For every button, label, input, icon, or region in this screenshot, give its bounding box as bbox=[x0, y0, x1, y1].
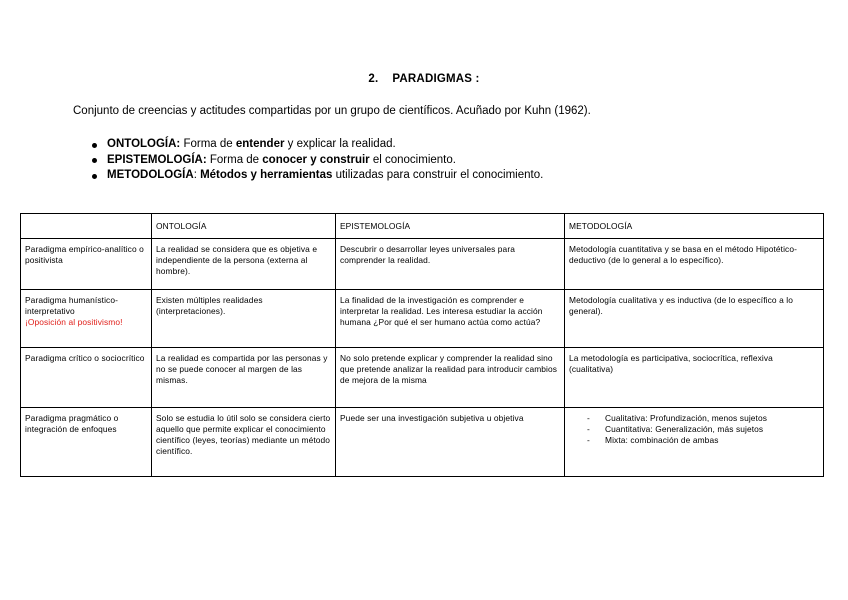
paradigm-cell bbox=[21, 348, 152, 408]
list-item bbox=[587, 435, 819, 446]
bullet-icon bbox=[92, 158, 97, 163]
methodology-cell: La metodología es participativa, sociocrítica, reflexiva (cualitativa) bbox=[565, 348, 824, 408]
epistemology-cell: No solo pretende explicar y comprender la realidad sino que pretende analizar la realidad para introducir cambios de mejora de la misma bbox=[336, 348, 565, 408]
paradigm-name: Paradigma pragmático o integración de enfoques bbox=[25, 413, 119, 434]
paradigm-note: ¡Oposición al positivismo! bbox=[25, 317, 123, 327]
table-header-row bbox=[21, 214, 824, 239]
paradigms-table bbox=[20, 213, 824, 477]
concept-emphasis: Métodos y herramientas bbox=[200, 169, 333, 181]
concept-term: ONTOLOGÍA: bbox=[107, 138, 181, 150]
paradigm-cell bbox=[21, 239, 152, 290]
epistemology-cell: Descubrir o desarrollar leyes universales para comprender la realidad. bbox=[336, 239, 565, 290]
ontology-cell: La realidad se considera que es objetiva e independiente de la persona (externa al hombre). bbox=[152, 239, 336, 290]
paradigm-name: Paradigma crítico o sociocrítico bbox=[25, 353, 145, 363]
header-cell-ontologia: ONTOLOGÍA bbox=[152, 214, 336, 239]
epistemology-cell: La finalidad de la investigación es comprender e interpretar la realidad. Les interesa estudiar la acción humana ¿Por qué el ser humano actúa como actúa? bbox=[336, 290, 565, 348]
section-number: 2. bbox=[368, 73, 379, 85]
paradigm-name: Paradigma humanístico-interpretativo bbox=[25, 295, 118, 316]
concept-term: METODOLOGÍA bbox=[107, 169, 194, 181]
methodology-cell: Metodología cualitativa y es inductiva (de lo específico a lo general). bbox=[565, 290, 824, 348]
list-item-text: Mixta: combinación de ambas bbox=[605, 435, 719, 445]
table-row bbox=[21, 348, 824, 408]
concept-item-ontologia bbox=[92, 137, 543, 153]
methodology-list bbox=[569, 413, 819, 446]
concept-list bbox=[92, 137, 543, 184]
paradigm-name: Paradigma empírico-analítico o positivista bbox=[25, 244, 144, 265]
concept-text: el conocimiento. bbox=[369, 153, 456, 166]
concept-term: EPISTEMOLOGÍA: bbox=[107, 153, 207, 166]
section-heading bbox=[0, 73, 848, 85]
dash-icon: - bbox=[587, 424, 590, 434]
concept-item-metodologia bbox=[92, 168, 543, 184]
header-cell-metodologia: METODOLOGÍA bbox=[565, 214, 824, 239]
concept-emphasis: entender bbox=[235, 138, 285, 150]
list-item-text: Cualitativa: Profundización, menos sujetos bbox=[605, 413, 768, 423]
concept-text: Forma de bbox=[180, 138, 236, 150]
ontology-cell: La realidad es compartida por las personas y no se puede conocer al margen de las mismas. bbox=[152, 348, 336, 408]
list-item bbox=[587, 413, 819, 424]
concept-text: utilizadas para construir el conocimiento. bbox=[332, 169, 544, 181]
epistemology-cell: Puede ser una investigación subjetiva u objetiva bbox=[336, 408, 565, 477]
paradigm-cell bbox=[21, 408, 152, 477]
methodology-cell: Metodología cuantitativa y se basa en el método Hipotético-deductivo (de lo general a lo específico). bbox=[565, 239, 824, 290]
dash-icon: - bbox=[587, 413, 590, 423]
paradigm-cell bbox=[21, 290, 152, 348]
section-title: PARADIGMAS : bbox=[392, 73, 480, 85]
ontology-cell: Existen múltiples realidades (interpretaciones). bbox=[152, 290, 336, 348]
dash-icon: - bbox=[587, 435, 590, 445]
table-row bbox=[21, 408, 824, 477]
ontology-cell: Solo se estudia lo útil solo se considera cierto aquello que permite explicar el conocimiento científico (leyes, teorías) mediante un método científico. bbox=[152, 408, 336, 477]
concept-text: y explicar la realidad. bbox=[284, 138, 396, 150]
table-row bbox=[21, 290, 824, 348]
intro-paragraph: Conjunto de creencias y actitudes compartidas por un grupo de científicos. Acuñado por Kuhn (1962). bbox=[73, 105, 591, 117]
table-row bbox=[21, 239, 824, 290]
concept-item-epistemologia bbox=[92, 153, 543, 169]
methodology-cell bbox=[565, 408, 824, 477]
concept-emphasis: conocer y construir bbox=[262, 153, 370, 166]
bullet-icon bbox=[92, 174, 97, 179]
header-cell-empty bbox=[21, 214, 152, 239]
list-item-text: Cuantitativa: Generalización, más sujetos bbox=[605, 424, 764, 434]
bullet-icon bbox=[92, 143, 97, 148]
list-item bbox=[587, 424, 819, 435]
concept-text: Forma de bbox=[206, 153, 263, 166]
header-cell-epistemologia: EPISTEMOLOGÍA bbox=[336, 214, 565, 239]
concept-text: : bbox=[193, 169, 201, 181]
